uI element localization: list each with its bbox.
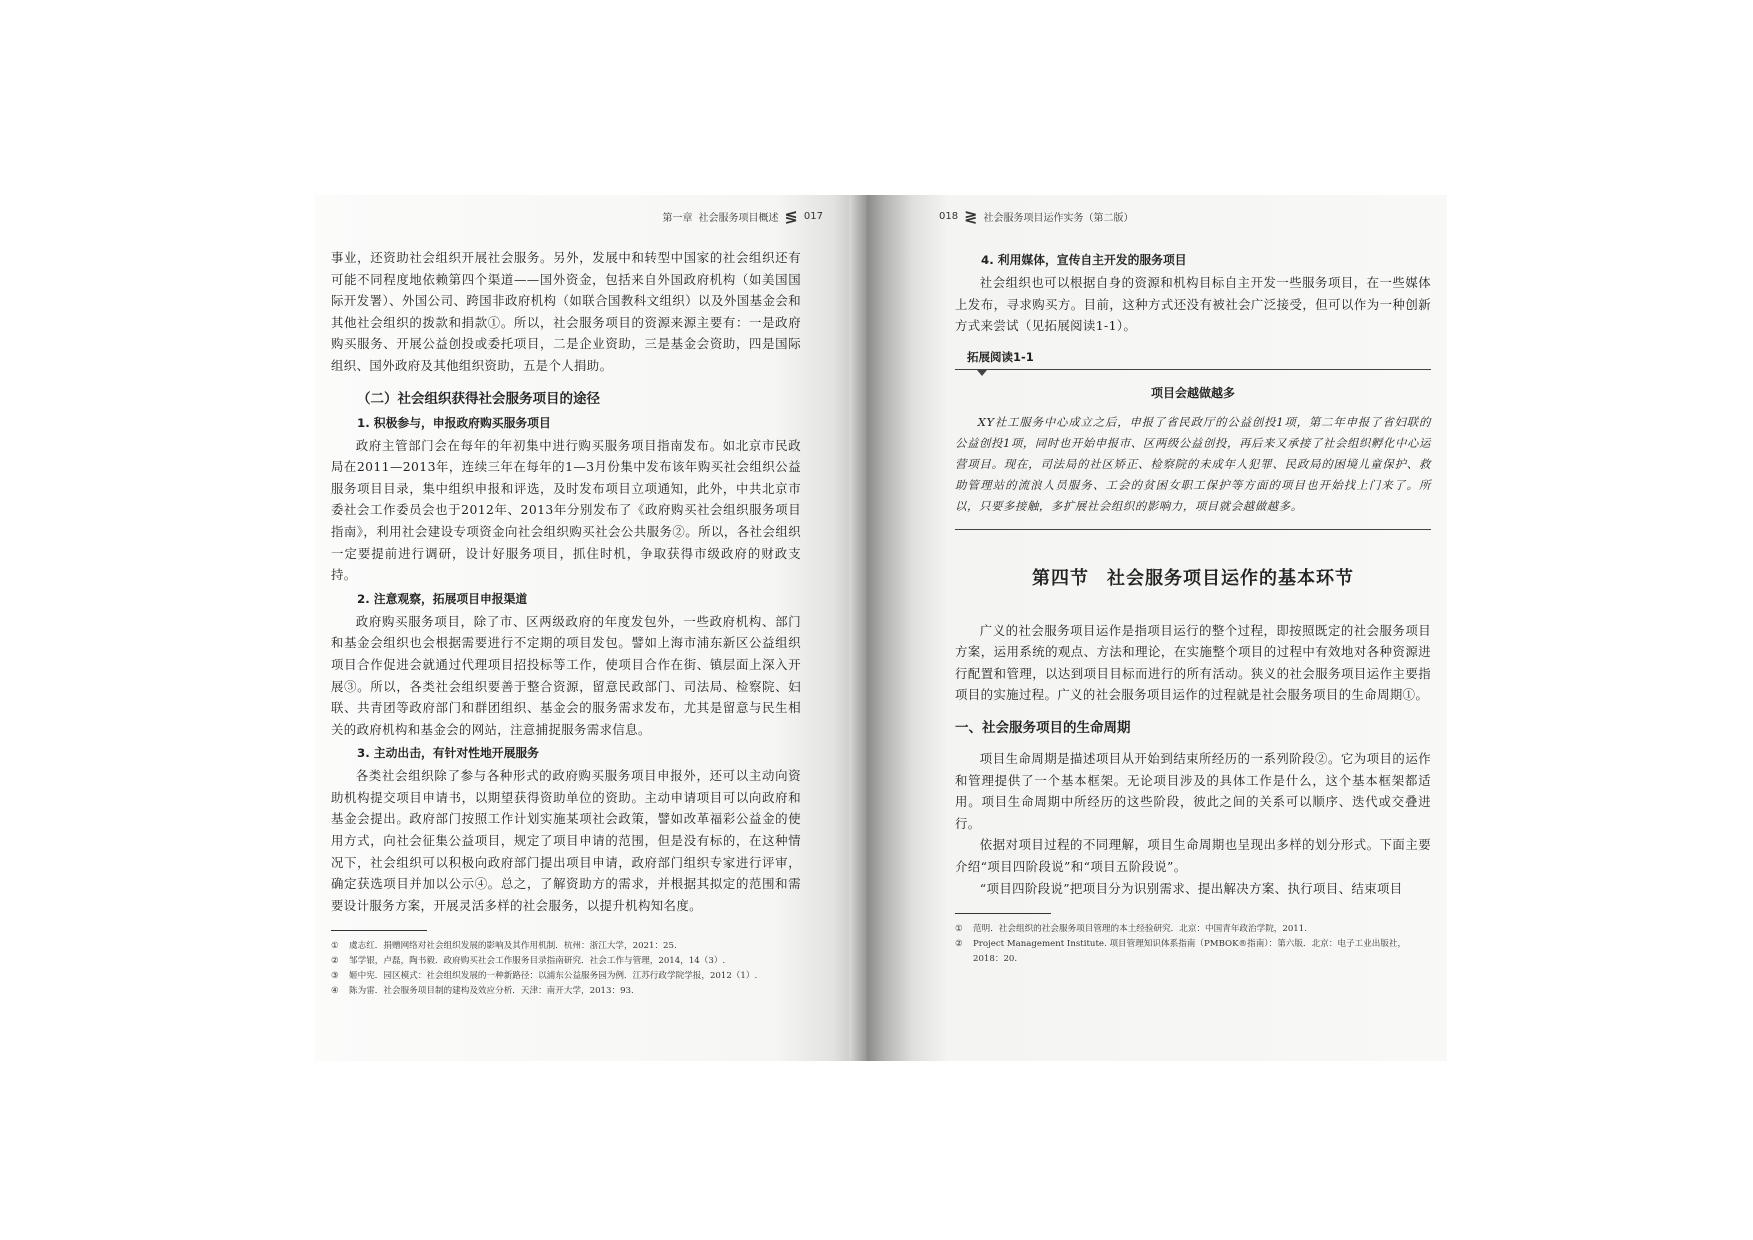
- paragraph: 项目生命周期是描述项目从开始到结束所经历的一系列阶段②。它为项目的运作和管理提供了一个基本框架。无论项目涉及的具体工作是什么，这个基本框架都适用。项目生命周期中所经历的这些阶段，彼此之间的关系可以顺序、迭代或交叠进行。: [955, 750, 1431, 831]
- item-heading-1: 1. 积极参与，申报政府购买服务项目: [357, 415, 551, 430]
- book-title: 社会服务项目运作实务（第二版）: [983, 213, 1134, 224]
- extended-reading-text: XY社工服务中心成立之后，申报了省民政厅的公益创投1项，第二年申报了省妇联的公益创投1项，同时也开始申报市、区两级公益创投，再后来又承接了社会组织孵化中心运营项目。现在，司法局的社区矫正、检察院的未成年人犯罪、民政局的困境儿童保护、救助管理站的流浪人员服务、工会的贫困女职工保护等方面的项目也开始找上门来了。所以，只要多接触，多扩展社会组织的影响力，项目就会越做越多。: [955, 415, 1431, 514]
- paragraph: “项目四阶段说”把项目分为识别需求、提出解决方案、执行项目、结束项目: [979, 880, 1403, 896]
- section-title-text: 社会服务项目运作的基本环节: [1107, 567, 1354, 589]
- section-title: [955, 564, 1431, 590]
- section-intro: 广义的社会服务项目运作是指项目运行的整个过程，即按照既定的社会服务项目方案，运用系统的观点、方法和理论，在实施整个项目的过程中有效地对各种资源进行配置和管理，以达到项目目标而进行的所有活动。狭义的社会服务项目运作主要指项目的实施过程。广义的社会服务项目运作的过程就是社会服务项目的生命周期①。: [955, 622, 1431, 703]
- footnotes: [331, 939, 801, 999]
- right-page: [867, 195, 1447, 1061]
- item-heading-4: 4. 利用媒体，宣传自主开发的服务项目: [981, 253, 1187, 267]
- footnote: ③ 姬中宪．园区模式：社会组织发展的一种新路径：以浦东公益服务园为例．江苏行政学院学报，2012（1）.: [331, 971, 758, 982]
- footnote-rule: [955, 913, 1051, 914]
- item-text-4: 社会组织也可以根据自身的资源和机构目标自主开发一些服务项目，在一些媒体上发布，寻求购买方。目前，这种方式还没有被社会广泛接受，但可以作为一种创新方式来尝试（见拓展阅读1-1）。: [955, 275, 1431, 334]
- extended-reading-title: 项目会越做越多: [1150, 385, 1235, 400]
- item-heading-3: 3. 主动出击，有针对性地开展服务: [357, 746, 539, 761]
- chapter-label: 第一章: [662, 213, 693, 224]
- running-head-ornament-icon: ≶: [784, 206, 798, 226]
- label-pointer-icon: [977, 370, 987, 376]
- footnote-rule: [331, 930, 427, 931]
- page-number: 018: [939, 211, 959, 222]
- footnote: ① 虞志红．捐赠网络对社会组织发展的影响及其作用机制．杭州：浙江大学，2021：25.: [331, 941, 677, 952]
- extended-reading-label: 拓展阅读1-1: [955, 343, 1431, 370]
- extended-reading-rule: [955, 529, 1431, 530]
- running-head: [662, 206, 824, 226]
- item-text-2: 政府购买服务项目，除了市、区两级政府的年度发包外，一些政府机构、部门和基金会组织也会根据需要进行不定期的项目发包。譬如上海市浦东新区公益组织项目合作促进会就通过代理项目招投标等工作，使项目合作在街、镇层面上深入开展③。所以，各类社会组织要善于整合资源，留意民政部门、司法局、检察院、妇联、共青团等政府部门和群团组织、基金会的服务需求发布，尤其是留意与民生相关的政府机构和基金会的网站，注意捕捉服务需求信息。: [331, 613, 801, 737]
- chapter-title: 社会服务项目概述: [698, 213, 779, 224]
- right-page-content: [955, 247, 1431, 967]
- extended-reading-box: [955, 343, 1431, 530]
- section-number: 第四节: [1032, 567, 1089, 589]
- item-heading-2: 2. 注意观察，拓展项目申报渠道: [357, 591, 528, 606]
- intro-paragraph: 事业，还资助社会组织开展社会服务。另外，发展中和转型中国家的社会组织还有可能不同程度地依赖第四个渠道——国外资金，包括来自外国政府机构（如美国国际开发署）、外国公司、跨国非政府机构（如联合国教科文组织）以及外国基金会和其他社会组织的拨款和捐款①。所以，社会服务项目的资源来源主要有：一是政府购买服务、开展公益创投或委托项目，二是企业资助，三是基金会资助，四是国际组织、国外政府及其他组织资助，五是个人捐助。: [331, 250, 801, 373]
- footnote: ② Project Management Institute. 项目管理知识体系指南（PMBOK®指南）：第六版．北京：电子工业出版社，2018：20.: [955, 939, 1407, 965]
- left-page-content: [331, 247, 801, 999]
- page-number: 017: [803, 211, 823, 222]
- footnote: ④ 陈为雷．社会服务项目制的建构及效应分析．天津：南开大学，2013：93.: [331, 986, 634, 997]
- item-text-1: 政府主管部门会在每年的年初集中进行购买服务项目指南发布。如北京市民政局在2011—2013年，连续三年在每年的1—3月份集中发布该年购买社会组织公益服务项目目录，集中组织申报和评选，及时发布项目立项通知，此外，中共北京市委社会工作委员会也于2012年、2013年分别发布了《政府购买社会组织服务项目指南》，利用社会建设专项资金向社会组织购买社会公共服务②。所以，各社会组织一定要提前进行调研，设计好服务项目，抓住时机，争取获得市级政府的财政支持。: [331, 437, 801, 583]
- paragraph: 依据对项目过程的不同理解，项目生命周期也呈现出多样的划分形式。下面主要介绍“项目四阶段说”和“项目五阶段说”。: [955, 837, 1431, 874]
- section-heading: （二）社会组织获得社会服务项目的途径: [357, 390, 600, 407]
- subsection-heading: 一、社会服务项目的生命周期: [955, 719, 1131, 736]
- item-text-3: 各类社会组织除了参与各种形式的政府购买服务项目申报外，还可以主动向资助机构提交项目申请书，以期望获得资助单位的资助。主动申请项目可以向政府和基金会提出。政府部门按照工作计划实施某项社会政策，譬如改革福彩公益金的使用方式，向社会征集公益项目，规定了项目申请的范围，但是没有标的，在这种情况下，社会组织可以积极向政府部门提出项目申请，政府部门组织专家进行评审，确定获选项目并加以公示④。总之，了解资助方的需求，并根据其拟定的范围和需要设计服务方案，开展灵活多样的社会服务，以提升机构知名度。: [331, 768, 801, 913]
- running-head: [939, 206, 1134, 226]
- left-page: [315, 195, 855, 1061]
- footnote: ② 邹学银，卢磊，陶书毅．政府购买社会工作服务目录指南研究．社会工作与管理，2014，14（3）.: [331, 956, 726, 967]
- running-head-ornament-icon: ≷: [964, 206, 978, 226]
- footnotes: [955, 922, 1431, 967]
- footnote: ① 范明．社会组织的社会服务项目管理的本土经验研究．北京：中国青年政治学院，2011.: [955, 924, 1307, 935]
